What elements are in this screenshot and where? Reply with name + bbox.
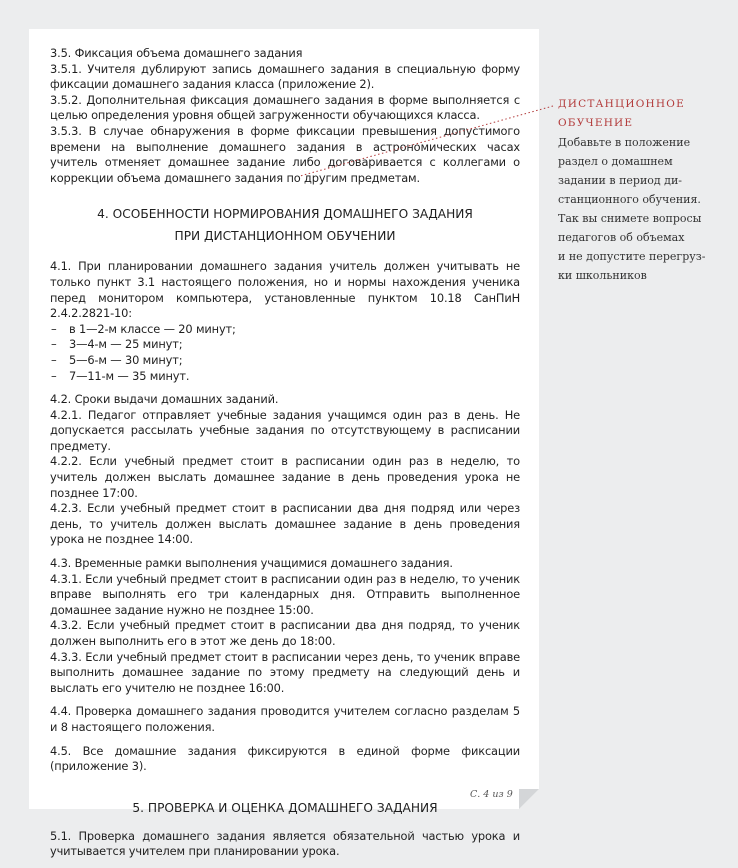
section-5-title: 5. ПРОВЕРКА И ОЦЕНКА ДОМАШНЕГО ЗАДАНИЯ <box>132 800 438 815</box>
paragraph-4-3: 4.3. Временные рамки выполнения учащимися домашнего задания. <box>50 556 453 571</box>
paragraph-3-5: 3.5. Фиксация объема домашнего задания <box>50 46 303 60</box>
section-4-title-line2: ПРИ ДИСТАНЦИОННОМ ОБУЧЕНИИ <box>174 229 396 244</box>
paragraph-3-5-2: 3.5.2. Дополнительная фиксация домашнего задания в форме выполняется с целью определения уровня общей загруженности обучающихся класса. <box>50 92 520 123</box>
paragraph-4-3-1: 4.3.1. Если учебный предмет стоит в расписании один раз в неделю, то ученик вправе выполнять его три календарных дня. Отправить выполненное домашнее задание нужно не позднее 15:00. <box>50 571 520 617</box>
paragraph-4-4: 4.4. Проверка домашнего задания проводится учителем согласно разделам 5 и 8 настоящего положения. <box>50 704 520 734</box>
paragraph-4-2-3: 4.2.3. Если учебный предмет стоит в расписании два дня подряд или через день, то учитель должен выслать домашнее задание в день проведения урока не позднее 14:00. <box>50 501 520 547</box>
paragraph-3-5-1: 3.5.1. Учителя дублируют запись домашнего задания в специальную форму фиксации домашнего задания класса (приложение 2). <box>50 61 520 92</box>
paragraph-4-1: 4.1. При планировании домашнего задания учитель должен учитывать не только пункт 3.1 настоящего положения, но и нормы нахождения ученика перед монитором компьютера, установленные пунктом 10.18 СанПиН 2.4.2.2821-10: <box>50 259 520 321</box>
sidenote-body-line: ки школьников <box>558 269 647 282</box>
page-number: С. 4 из 9 <box>470 789 513 800</box>
sidenote-body-line: Так вы снимете вопросы <box>558 212 702 225</box>
sidenote-body-line: станционного обучения. <box>558 193 701 206</box>
norm-item: – 3—4-м — 25 минут; <box>50 337 520 353</box>
norm-item: – 5—6-м — 30 минут; <box>50 353 520 369</box>
paragraph-4-3-3: 4.3.3. Если учебный предмет стоит в расписании через день, то ученик вправе выполнить домашнее задание по этому предмету на следующий день и выслать его учителю не позднее 16:00. <box>50 649 520 695</box>
paragraph-4-2-2: 4.2.2. Если учебный предмет стоит в расписании один раз в неделю, то учитель должен выслать домашнее задание в день проведения урока не позднее 17:00. <box>50 454 520 500</box>
paragraph-3-5-3: 3.5.3. В случае обнаружения в форме фиксации превышения допустимого времени на выполнение домашнего задания в астрономических часах учитель отменяет домашнее задание либо договаривается с коллегами о коррекции объема домашнего задания по другим предметам. <box>50 123 520 185</box>
norm-item: – в 1—2-м классе — 20 минут; <box>50 322 520 338</box>
paragraph-4-3-2: 4.3.2. Если учебный предмет стоит в расписании два дня подряд, то ученик должен выполнить его в этот же день до 18:00. <box>50 618 520 648</box>
sidenote-body-line: и не допустите перегруз- <box>558 250 706 263</box>
section-4-title-line1: 4. ОСОБЕННОСТИ НОРМИРОВАНИЯ ДОМАШНЕГО ЗАДАНИЯ <box>97 207 473 222</box>
sidenote-body-line: задании в период ди- <box>558 174 682 187</box>
sidenote <box>558 95 718 285</box>
sidenote-title-line2: ОБУЧЕНИЕ <box>558 117 634 129</box>
sidenote-title-line1: ДИСТАНЦИОННОЕ <box>558 98 685 110</box>
sidenote-body-line: Добавьте в положение <box>558 136 691 149</box>
paragraph-5-1: 5.1. Проверка домашнего задания является обязательной частью урока и учитывается учителем при планировании урока. <box>50 828 520 859</box>
paragraph-4-2-1: 4.2.1. Педагог отправляет учебные задания учащимся один раз в день. Не допускается рассылать учебные задания по отсутствующему в расписании предмету. <box>50 407 520 453</box>
sidenote-body-line: раздел о домашнем <box>558 155 673 168</box>
norm-item: – 7—11-м — 35 минут. <box>50 369 520 385</box>
paragraph-4-2: 4.2. Сроки выдачи домашних заданий. <box>50 392 279 407</box>
paragraph-4-5: 4.5. Все домашние задания фиксируются в единой форме фиксации (приложение 3). <box>50 743 520 774</box>
sidenote-body-line: педагогов об объемах <box>558 231 685 244</box>
